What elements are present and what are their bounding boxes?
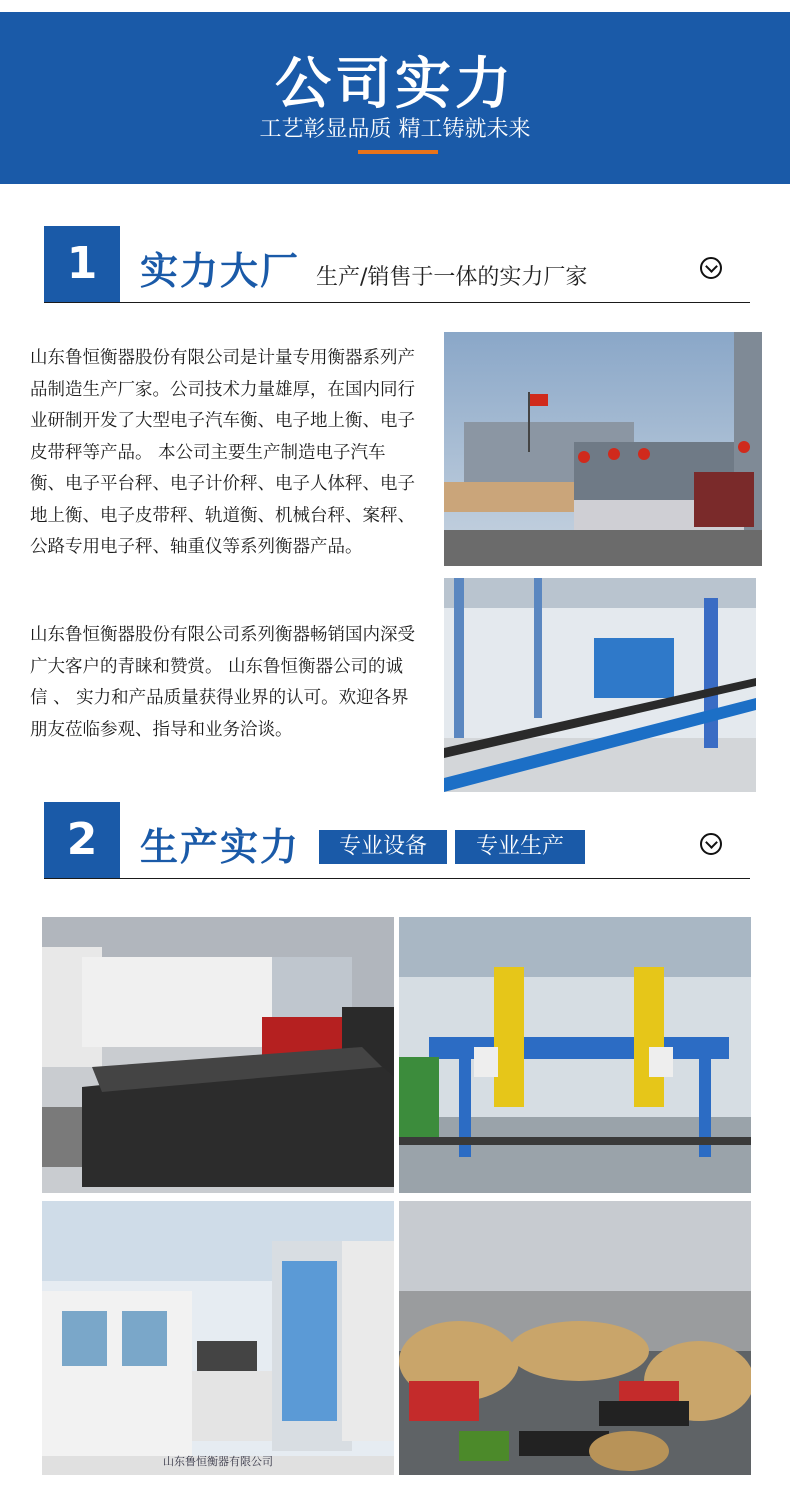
tag-professional-production: 专业生产 (455, 830, 585, 864)
chevron-down-circle-icon[interactable] (700, 833, 722, 855)
section-title: 生产实力 (140, 825, 301, 869)
tag-professional-equipment: 专业设备 (319, 830, 447, 864)
section-title: 实力大厂 (140, 249, 301, 293)
section-subtitle: 生产/销售于一体的实力厂家 (316, 265, 588, 290)
chevron-down-circle-icon[interactable] (700, 257, 722, 279)
section-number: 2 (44, 802, 120, 878)
section-1-header (44, 226, 750, 303)
gantry-welding-machine-photo (399, 917, 751, 1193)
company-intro-paragraph: 山东鲁恒衡器股份有限公司是计量专用衡器系列产品制造生产厂家。公司技术力量雄厚，在国内同行业研制开发了大型电子汽车衡、电子地上衡、电子皮带秤等产品。 本公司主要生产制造电子汽车衡、电子平台秤、电子计价秤、电子人体秤、电子地上衡、电子皮带秤、轨道衡、机械台秤、案秤、公路专用电子秤、轴重仪等系列衡器产品。 (30, 348, 415, 557)
company-reputation-paragraph: 山东鲁恒衡器股份有限公司系列衡器畅销国内深受广大客户的青睐和赞赏。 山东鲁恒衡器公司的诚信 、 实力和产品质量获得业界的认可。欢迎各界朋友莅临参观、指导和业务洽谈。 (30, 625, 415, 740)
title-underline (358, 150, 438, 154)
photo-caption: 山东鲁恒衡器有限公司 (163, 1455, 273, 1468)
factory-gate-photo (444, 332, 762, 566)
testing-equipment-photo (42, 1201, 394, 1475)
section-number: 1 (44, 226, 120, 302)
packed-products-photo (399, 1201, 751, 1475)
section-2-header (44, 802, 750, 879)
laser-cutting-machine-photo (42, 917, 394, 1193)
production-line-photo (444, 578, 756, 792)
page-title: 公司实力 (275, 52, 515, 117)
hero-banner (0, 12, 790, 184)
page-subtitle: 工艺彰显品质 精工铸就未来 (259, 117, 531, 142)
